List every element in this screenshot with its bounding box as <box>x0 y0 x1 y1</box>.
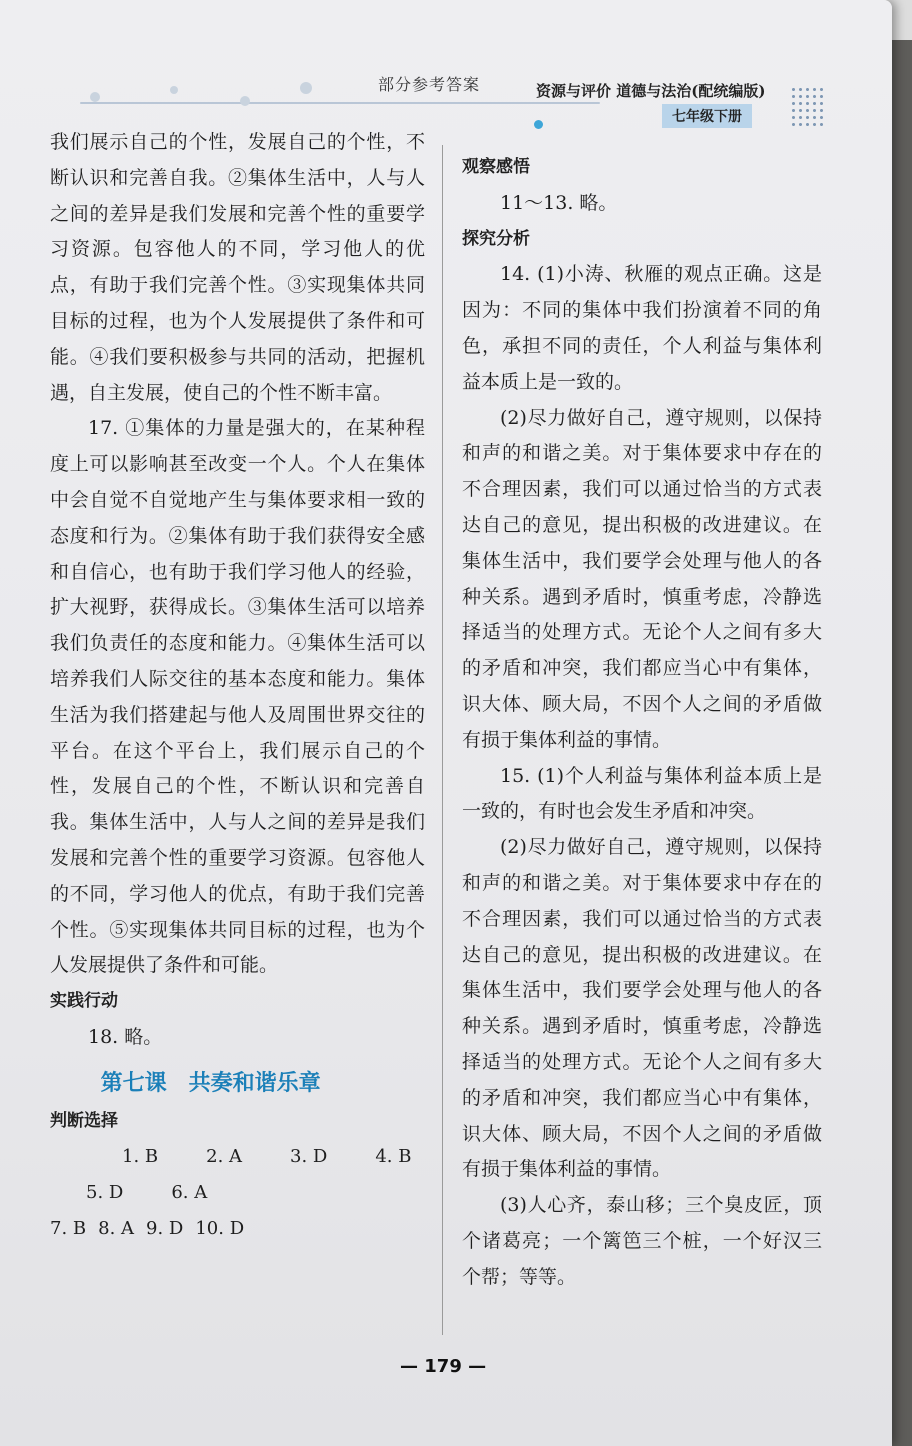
answer-item: 8. A <box>98 1217 135 1239</box>
section-practice: 实践行动 <box>50 991 118 1012</box>
answer-item: 3. D <box>290 1146 328 1168</box>
header-blue-dot <box>534 120 543 129</box>
answer-11-13: 11～13. 略。 <box>500 191 618 214</box>
section-explore: 探究分析 <box>462 228 530 249</box>
decor-dot <box>240 96 250 106</box>
section-observe: 观察感悟 <box>462 157 530 177</box>
header-dot-grid <box>790 86 826 126</box>
answer-item: 10. D <box>195 1217 245 1239</box>
decor-dot <box>170 86 178 94</box>
right-column <box>462 150 822 1296</box>
answer-item: 5. D <box>86 1182 124 1204</box>
answer-18: 18. 略。 <box>88 1025 163 1048</box>
header-decor-line <box>80 102 600 104</box>
answer-paragraph-continued: 我们展示自己的个性，发展自己的个性，不断认识和完善自我。②集体生活中，人与人之间的差异是我们发展和完善个性的重要学习资源。包容他人的不同，学习他人的优点，有助于我们完善个性。③实现集体共同目标的过程，也为个人发展提供了条件和可能。④我们要积极参与共同的活动，把握机遇，自主发展，使自己的个性不断丰富。 <box>50 131 425 404</box>
decor-dot <box>300 82 312 94</box>
header-grade: 七年级下册 <box>662 104 752 128</box>
answer-item: 7. B <box>50 1217 87 1239</box>
lesson-title: 第七课 共奏和谐乐章 <box>100 1070 321 1096</box>
answer-15-1: 15. (1)个人利益与集体利益本质上是一致的，有时也会发生矛盾和冲突。 <box>462 764 822 823</box>
answer-item: 6. A <box>171 1182 208 1204</box>
answer-key-row-2 <box>50 1211 425 1247</box>
answer-item: 1. B <box>122 1146 159 1168</box>
answer-item: 2. A <box>206 1146 243 1168</box>
page-number: — 179 — <box>400 1356 487 1377</box>
answer-15-3: (3)人心齐，泰山移；三个臭皮匠，顶个诸葛亮；一个篱笆三个桩，一个好汉三个帮；等等。 <box>462 1194 822 1288</box>
answer-item: 9. D <box>146 1217 184 1239</box>
left-column <box>50 125 425 1247</box>
column-divider <box>442 145 443 1335</box>
section-judge: 判断选择 <box>50 1110 118 1131</box>
answer-15-2: (2)尽力做好自己，遵守规则，以保持和声的和谐之美。对于集体要求中存在的不合理因素，我们可以通过恰当的方式表达自己的意见，提出积极的改进建议。在集体生活中，我们要学会处理与他人的各种关系。遇到矛盾时，慎重考虑，冷静选择适当的处理方式。无论个人之间有多大的矛盾和冲突，我们都应当心中有集体，识大体、顾大局，不因个人之间的矛盾做有损于集体利益的事情。 <box>462 836 822 1181</box>
answer-14-1: 14. (1)小涛、秋雁的观点正确。这是因为：不同的集体中我们扮演着不同的角色，承担不同的责任，个人利益与集体利益本质上是一致的。 <box>462 263 822 393</box>
decor-dot <box>90 92 100 102</box>
header-part-label: 部分参考答案 <box>378 75 481 94</box>
answer-item: 4. B <box>375 1146 412 1168</box>
answer-14-2: (2)尽力做好自己，遵守规则，以保持和声的和谐之美。对于集体要求中存在的不合理因素，我们可以通过恰当的方式表达自己的意见，提出积极的改进建议。在集体生活中，我们要学会处理与他人的各种关系。遇到矛盾时，慎重考虑，冷静选择适当的处理方式。无论个人之间有多大的矛盾和冲突，我们都应当心中有集体，识大体、顾大局，不因个人之间的矛盾做有损于集体利益的事情。 <box>462 406 822 751</box>
answer-17: 17. ①集体的力量是强大的，在某种程度上可以影响甚至改变一个人。个人在集体中会自觉不自觉地产生与集体要求相一致的态度和行为。②集体有助于我们获得安全感和自信心，也有助于我们学习他人的经验，扩大视野，获得成长。③集体生活可以培养我们负责任的态度和能力。④集体生活可以培养我们人际交往的基本态度和能力。集体生活为我们搭建起与他人及周围世界交往的平台。在这个平台上，我们展示自己的个性，发展自己的个性，不断认识和完善自我。集体生活中，人与人之间的差异是我们发展和完善个性的重要学习资源。包容他人的不同，学习他人的优点，有助于我们完善个性。⑤实现集体共同目标的过程，也为个人发展提供了条件和可能。 <box>50 417 425 977</box>
answer-key-row-1 <box>50 1139 425 1211</box>
header-book-title: 资源与评价 道德与法治(配统编版) <box>536 82 766 100</box>
